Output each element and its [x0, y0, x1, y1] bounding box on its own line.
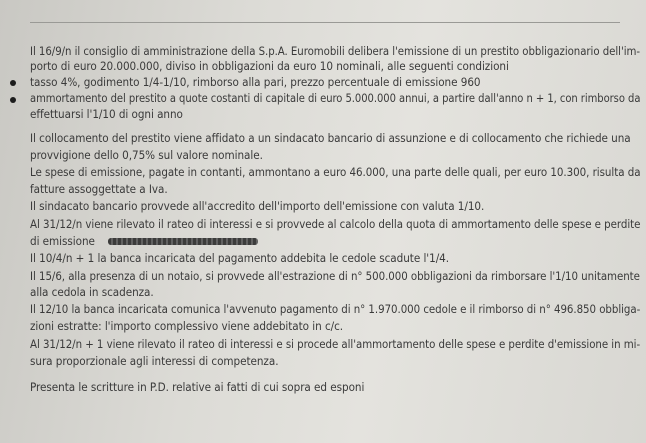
- paragraph-4-line-1: Al 31/12/n viene rilevato il rateo di interessi e si provvede al calcolo della quota di ammortamento delle spese e perdite: [30, 217, 641, 231]
- paragraph-8-line-2: sura proporzionale agli interessi di competenza.: [30, 354, 279, 368]
- intro-line-2: porto di euro 20.000.000, diviso in obbligazioni da euro 10 nominali, alle seguenti condizioni: [30, 59, 509, 73]
- bullet-1-text: [30, 75, 481, 89]
- paragraph-2-line-1: Le spese di emissione, pagate in contanti, ammontano a euro 46.000, una parte delle quali, per euro 10.300, risulta da: [30, 165, 641, 179]
- paragraph-1-line-1: Il collocamento del prestito viene affidato a un sindacato bancario di assunzione e di collocamento che richiede una: [30, 131, 631, 145]
- paragraph-2-line-2: fatture assoggettate a Iva.: [30, 182, 168, 196]
- paragraph-5-line-1: Il 10/4/n + 1 la banca incaricata del pagamento addebita le cedole scadute l'1/4.: [30, 251, 450, 265]
- bullet-1-handwritten: 0: [473, 75, 481, 89]
- paragraph-7-line-1: Il 12/10 la banca incaricata comunica l'avvenuto pagamento di n° 1.970.000 cedole e il rimborso di n° 496.850 obbliga-: [30, 302, 641, 316]
- paragraph-6-line-1: Il 15/6, alla presenza di un notaio, si provvede all'estrazione di n° 500.000 obbligazioni da rimborsare l'1/10 unitamente: [30, 269, 640, 283]
- bullet-dot-icon: [10, 80, 16, 86]
- bullet-dot-icon: [10, 97, 16, 103]
- paragraph-6-line-2: alla cedola in scadenza.: [30, 285, 154, 299]
- paragraph-1-line-2: provvigione dello 0,75% sul valore nominale.: [30, 148, 263, 162]
- intro-line-1: Il 16/9/n il consiglio di amministrazione della S.p.A. Euromobili delibera l'emissione di un prestito obbligazionario dell'im-: [30, 44, 641, 58]
- paragraph-4-line-2: di emissione: [30, 234, 95, 248]
- bullet-2-line-2: effettuarsi l'1/10 di ogni anno: [30, 107, 183, 121]
- paragraph-7-line-2: zioni estratte: l'importo complessivo viene addebitato in c/c.: [30, 319, 344, 333]
- pen-scribble: [108, 238, 258, 245]
- top-rule: [30, 22, 620, 23]
- paragraph-3-line-1: Il sindacato bancario provvede all'accredito dell'importo dell'emissione con valuta 1/10.: [30, 199, 485, 213]
- bullet-1-main: tasso 4%, godimento 1/4-1/10, rimborso alla pari, prezzo percentuale di emissione 96: [30, 75, 474, 89]
- instruction-line: Presenta le scritture in P.D. relative ai fatti di cui sopra ed esponi: [30, 380, 365, 394]
- paragraph-8-line-1: Al 31/12/n + 1 viene rilevato il rateo di interessi e si procede all'ammortamento delle spese e perdite d'emissione in mi-: [30, 337, 641, 351]
- bullet-2-line-1: ammortamento del prestito a quote costanti di capitale di euro 5.000.000 annui, a partire dall'anno n + 1, con rimborso da: [30, 91, 641, 105]
